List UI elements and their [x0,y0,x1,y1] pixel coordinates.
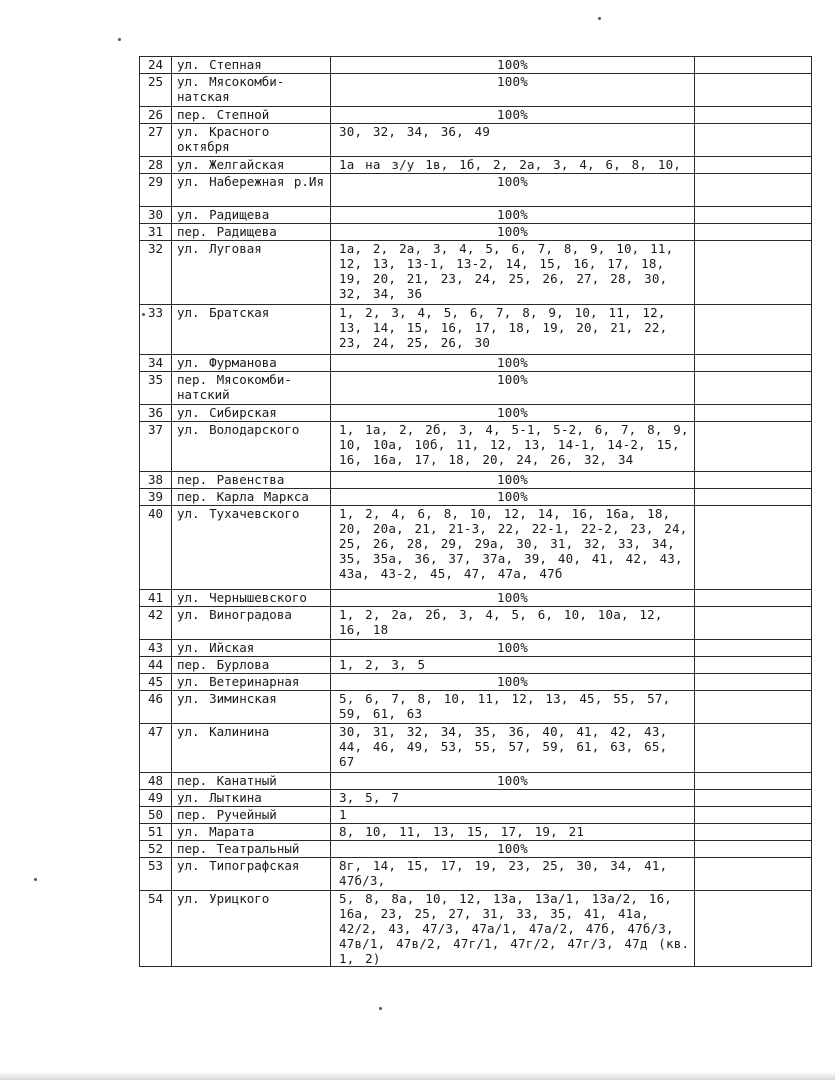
table-row [140,157,812,174]
house-numbers: 30, 32, 34, 36, 49 [331,124,695,157]
house-numbers: 1а, 2, 2а, 3, 4, 5, 6, 7, 8, 9, 10, 11, 12, 13, 13-1, 13-2, 14, 15, 16, 17, 18, 19, 20, 21, 23, 24, 25, 26, 27, 28, 30, 32, 34, 36 [331,241,695,305]
street-name: пер. Театральный [172,841,331,858]
row-number: 33 [140,305,172,355]
empty-cell [695,824,812,841]
scan-speck [118,38,121,41]
row-number: 54 [140,891,172,967]
street-name: ул. Набережная р.Ия [172,174,331,207]
scan-speck [379,1007,382,1010]
empty-cell [695,472,812,489]
house-numbers: 1 [331,807,695,824]
table-row [140,405,812,422]
empty-cell [695,355,812,372]
street-name: ул. Зиминская [172,691,331,724]
empty-cell [695,405,812,422]
street-name: ул. Сибирская [172,405,331,422]
coverage-percent: 100% [331,107,695,124]
table-row [140,305,812,355]
empty-cell [695,74,812,107]
row-number: 32 [140,241,172,305]
row-number: 39 [140,489,172,506]
empty-cell [695,657,812,674]
empty-cell [695,174,812,207]
street-name: ул. Радищева [172,207,331,224]
empty-cell [695,858,812,891]
empty-cell [695,224,812,241]
empty-cell [695,640,812,657]
row-number: 41 [140,590,172,607]
street-name: ул. Урицкого [172,891,331,967]
house-numbers: 3, 5, 7 [331,790,695,807]
table-row [140,472,812,489]
street-name: ул. Марата [172,824,331,841]
table-row [140,590,812,607]
page-bottom-edge [0,1072,835,1080]
coverage-percent: 100% [331,841,695,858]
empty-cell [695,57,812,74]
table-row [140,841,812,858]
table-row [140,691,812,724]
empty-cell [695,790,812,807]
street-name: ул. Луговая [172,241,331,305]
street-name: пер. Мясокомби-натский [172,372,331,405]
empty-cell [695,891,812,967]
coverage-percent: 100% [331,355,695,372]
row-number: 43 [140,640,172,657]
table-row [140,891,812,967]
row-number: 49 [140,790,172,807]
table-row [140,355,812,372]
row-number: 53 [140,858,172,891]
street-name: ул. Желгайская [172,157,331,174]
house-numbers: 1, 2, 3, 5 [331,657,695,674]
table-row [140,858,812,891]
row-number: 27 [140,124,172,157]
table-row [140,657,812,674]
row-number: 30 [140,207,172,224]
row-number: 35 [140,372,172,405]
row-number: 24 [140,57,172,74]
house-numbers: 1, 2, 2а, 2б, 3, 4, 5, 6, 10, 10а, 12, 16, 18 [331,607,695,640]
table-row [140,57,812,74]
scan-speck [142,313,145,316]
table-row [140,790,812,807]
table-row [140,674,812,691]
coverage-percent: 100% [331,372,695,405]
empty-cell [695,207,812,224]
house-numbers: 1, 1а, 2, 2б, 3, 4, 5-1, 5-2, 6, 7, 8, 9, 10, 10а, 10б, 11, 12, 13, 14-1, 14-2, 15, 16, 16а, 17, 18, 20, 24, 26, 32, 34 [331,422,695,472]
row-number: 47 [140,724,172,773]
street-table [139,56,812,967]
empty-cell [695,724,812,773]
coverage-percent: 100% [331,405,695,422]
coverage-percent: 100% [331,224,695,241]
row-number: 36 [140,405,172,422]
street-name: пер. Канатный [172,773,331,790]
house-numbers: 8г, 14, 15, 17, 19, 23, 25, 30, 34, 41, 47б/3, [331,858,695,891]
row-number: 31 [140,224,172,241]
street-name: пер. Радищева [172,224,331,241]
row-number: 42 [140,607,172,640]
row-number: 46 [140,691,172,724]
row-number: 29 [140,174,172,207]
house-numbers: 8, 10, 11, 13, 15, 17, 19, 21 [331,824,695,841]
street-name: ул. Типографская [172,858,331,891]
street-name: ул. Красного октября [172,124,331,157]
street-name: ул. Чернышевского [172,590,331,607]
row-number: 50 [140,807,172,824]
row-number: 28 [140,157,172,174]
street-name: пер. Карла Маркса [172,489,331,506]
street-name: ул. Ийская [172,640,331,657]
table-row [140,124,812,157]
table-row [140,174,812,207]
street-table-body [140,57,812,967]
table-row [140,372,812,405]
row-number: 37 [140,422,172,472]
table-row [140,506,812,590]
street-name: ул. Фурманова [172,355,331,372]
empty-cell [695,124,812,157]
street-name: пер. Степной [172,107,331,124]
table-row [140,607,812,640]
table-row [140,224,812,241]
street-name: ул. Мясокомби-натская [172,74,331,107]
empty-cell [695,305,812,355]
table-row [140,241,812,305]
empty-cell [695,691,812,724]
empty-cell [695,674,812,691]
row-number: 26 [140,107,172,124]
empty-cell [695,107,812,124]
house-numbers: 1а на з/у 1в, 1б, 2, 2а, 3, 4, 6, 8, 10, [331,157,695,174]
table-row [140,74,812,107]
street-name: ул. Лыткина [172,790,331,807]
street-name: пер. Бурлова [172,657,331,674]
scan-speck [34,878,37,881]
street-name: пер. Равенства [172,472,331,489]
row-number: 45 [140,674,172,691]
empty-cell [695,773,812,790]
empty-cell [695,506,812,590]
coverage-percent: 100% [331,74,695,107]
empty-cell [695,489,812,506]
row-number: 34 [140,355,172,372]
row-number: 38 [140,472,172,489]
street-name: ул. Братская [172,305,331,355]
row-number: 44 [140,657,172,674]
house-numbers: 1, 2, 4, 6, 8, 10, 12, 14, 16, 16а, 18, 20, 20а, 21, 21-3, 22, 22-1, 22-2, 23, 24, 25, 26, 28, 29, 29а, 30, 31, 32, 33, 34, 35, 35а, 36, 37, 37а, 39, 40, 41, 42, 43, 43а, 43-2, 45, 47, 47а, 47б [331,506,695,590]
row-number: 25 [140,74,172,107]
table-row [140,773,812,790]
house-numbers: 30, 31, 32, 34, 35, 36, 40, 41, 42, 43, 44, 46, 49, 53, 55, 57, 59, 61, 63, 65, 67 [331,724,695,773]
coverage-percent: 100% [331,207,695,224]
coverage-percent: 100% [331,674,695,691]
coverage-percent: 100% [331,489,695,506]
street-name: ул. Степная [172,57,331,74]
row-number: 51 [140,824,172,841]
house-numbers: 5, 8, 8а, 10, 12, 13а, 13а/1, 13а/2, 16, 16а, 23, 25, 27, 31, 33, 35, 41, 41а, 42/2, 43, 47/3, 47а/1, 47а/2, 47б, 47б/3, 47в/1, 47в/2, 47г/1, 47г/2, 47г/3, 47д (кв. 1, 2) [331,891,695,967]
street-name: ул. Володарского [172,422,331,472]
street-name: пер. Ручейный [172,807,331,824]
row-number: 40 [140,506,172,590]
empty-cell [695,422,812,472]
coverage-percent: 100% [331,590,695,607]
empty-cell [695,241,812,305]
coverage-percent: 100% [331,174,695,207]
empty-cell [695,372,812,405]
coverage-percent: 100% [331,640,695,657]
row-number: 52 [140,841,172,858]
coverage-percent: 100% [331,472,695,489]
house-numbers: 1, 2, 3, 4, 5, 6, 7, 8, 9, 10, 11, 12, 13, 14, 15, 16, 17, 18, 19, 20, 21, 22, 23, 24, 25, 26, 30 [331,305,695,355]
street-name: ул. Виноградова [172,607,331,640]
coverage-percent: 100% [331,773,695,790]
empty-cell [695,607,812,640]
table-row [140,724,812,773]
coverage-percent: 100% [331,57,695,74]
table-row [140,422,812,472]
empty-cell [695,807,812,824]
table-row [140,207,812,224]
street-name: ул. Тухачевского [172,506,331,590]
street-name: ул. Калинина [172,724,331,773]
street-name: ул. Ветеринарная [172,674,331,691]
table-row [140,640,812,657]
scan-speck [598,17,601,20]
empty-cell [695,590,812,607]
table-row [140,824,812,841]
row-number: 48 [140,773,172,790]
house-numbers: 5, 6, 7, 8, 10, 11, 12, 13, 45, 55, 57, 59, 61, 63 [331,691,695,724]
empty-cell [695,157,812,174]
empty-cell [695,841,812,858]
table-row [140,807,812,824]
table-row [140,107,812,124]
table-row [140,489,812,506]
